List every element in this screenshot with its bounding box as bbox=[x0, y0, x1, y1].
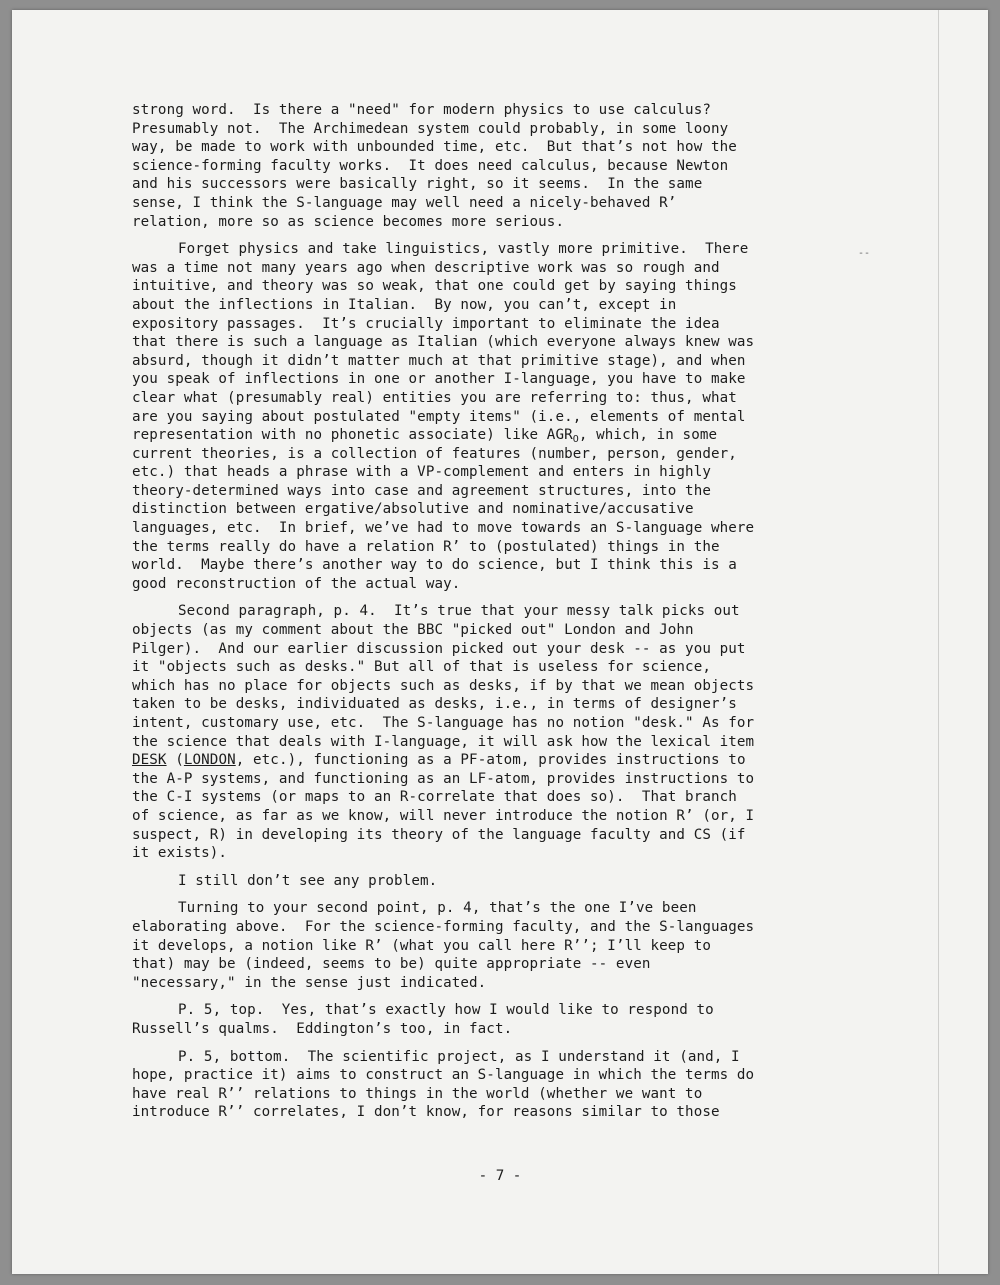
text-line: Russell’s qualms. Eddington’s too, in fact. bbox=[132, 1020, 513, 1037]
text-line: and his successors were basically right, so it seems. In the same bbox=[132, 176, 703, 193]
text-line: objects (as my comment about the BBC "picked out" London and John bbox=[132, 622, 694, 639]
text-line: distinction between ergative/absolutive and nominative/accusative bbox=[132, 501, 694, 518]
text-line: that there is such a language as Italian (which everyone always knew was bbox=[132, 334, 755, 351]
text-line: suspect, R) in developing its theory of the language faculty and CS (if bbox=[132, 826, 746, 843]
text-line: strong word. Is there a "need" for modern physics to use calculus? bbox=[132, 102, 711, 118]
text-line: Forget physics and take linguistics, vastly more primitive. There bbox=[178, 241, 749, 258]
text-line: world. Maybe there’s another way to do science, but I think this is a bbox=[132, 557, 737, 574]
text-line: absurd, though it didn’t matter much at that primitive stage), and when bbox=[132, 352, 746, 369]
text-line: theory-determined ways into case and agreement structures, into the bbox=[132, 482, 711, 499]
text-line: clear what (presumably real) entities you are referring to: thus, what bbox=[132, 389, 737, 406]
text-line: DESK (LONDON, etc.), functioning as a PF-atom, provides instructions to bbox=[132, 752, 746, 769]
underlined-london: LONDON bbox=[183, 752, 236, 769]
text-line: way, be made to work with unbounded time, etc. But that’s not how the bbox=[132, 139, 737, 156]
text-line: have real R’’ relations to things in the world (whether we want to bbox=[132, 1085, 703, 1102]
paragraph bbox=[132, 602, 822, 862]
text-line: sense, I think the S-language may well need a nicely-behaved R’ bbox=[132, 194, 677, 211]
text-line: it develops, a notion like R’ (what you call here R’’; I’ll keep to bbox=[132, 937, 711, 954]
text-line: representation with no phonetic associate) like $AGR_O$, which, in some bbox=[132, 427, 718, 446]
text-line: are you saying about postulated "empty items" (i.e., elements of mental bbox=[132, 408, 746, 425]
paragraph-gap bbox=[132, 863, 822, 872]
text-line: the C-I systems (or maps to an R-correlate that does so). That branch bbox=[132, 789, 737, 806]
text-line: elaborating above. For the science-forming faculty, and the S-languages bbox=[132, 918, 755, 935]
text-line: the science that deals with I-language, it will ask how the lexical item bbox=[132, 733, 755, 750]
letter-body bbox=[132, 101, 822, 1122]
text-line: I still don’t see any problem. bbox=[178, 872, 438, 889]
paragraph-gap bbox=[132, 593, 822, 602]
text-line: science-forming faculty works. It does need calculus, because Newton bbox=[132, 157, 729, 174]
page-edge-line bbox=[938, 10, 939, 1274]
paragraph-gap bbox=[132, 890, 822, 899]
text-line: languages, etc. In brief, we’ve had to move towards an S-language where bbox=[132, 520, 755, 537]
text-line: Presumably not. The Archimedean system could probably, in some loony bbox=[132, 120, 729, 137]
paragraph-gap bbox=[132, 231, 822, 240]
text-line: hope, practice it) aims to construct an S-language in which the terms do bbox=[132, 1067, 755, 1084]
text-line: intuitive, and theory was so weak, that one could get by saying things bbox=[132, 278, 737, 295]
paragraph bbox=[132, 101, 822, 231]
text-line: about the inflections in Italian. By now, you can’t, except in bbox=[132, 296, 677, 313]
text-line: which has no place for objects such as desks, if by that we mean objects bbox=[132, 677, 755, 694]
text-line: expository passages. It’s crucially important to eliminate the idea bbox=[132, 315, 720, 332]
text-line: the terms really do have a relation R’ to (postulated) things in the bbox=[132, 538, 720, 555]
text-line: "necessary," in the sense just indicated. bbox=[132, 974, 487, 991]
page-number: - 7 - bbox=[478, 1168, 522, 1184]
text-line: current theories, is a collection of features (number, person, gender, bbox=[132, 445, 737, 462]
text-line: Turning to your second point, p. 4, that’s the one I’ve been bbox=[178, 900, 697, 917]
text-line: P. 5, bottom. The scientific project, as I understand it (and, I bbox=[178, 1048, 740, 1065]
text-line: good reconstruction of the actual way. bbox=[132, 575, 461, 592]
text-line: Second paragraph, p. 4. It’s true that your messy talk picks out bbox=[178, 603, 740, 620]
text-line: intent, customary use, etc. The S-language has no notion "desk." As for bbox=[132, 715, 755, 731]
paragraph bbox=[132, 899, 822, 992]
paragraph bbox=[132, 872, 822, 891]
paragraph bbox=[132, 240, 822, 593]
text-line: you speak of inflections in one or another I-language, you have to make bbox=[132, 371, 746, 388]
text-line: was a time not many years ago when descriptive work was so rough and bbox=[132, 259, 720, 276]
text-line: relation, more so as science becomes more serious. bbox=[132, 213, 565, 230]
text-line: the A-P systems, and functioning as an LF-atom, provides instructions to bbox=[132, 770, 755, 787]
text-line: of science, as far as we know, will never introduce the notion R’ (or, I bbox=[132, 807, 755, 824]
text-line: introduce R’’ correlates, I don’t know, for reasons similar to those bbox=[132, 1104, 720, 1121]
text-line: Pilger). And our earlier discussion picked out your desk -- as you put bbox=[132, 640, 746, 657]
text-line: it "objects such as desks." But all of that is useless for science, bbox=[132, 659, 711, 676]
text-line: P. 5, top. Yes, that’s exactly how I would like to respond to bbox=[178, 1002, 714, 1019]
text-line: taken to be desks, individuated as desks, i.e., in terms of designer’s bbox=[132, 696, 737, 713]
paragraph-gap bbox=[132, 1039, 822, 1048]
paragraph bbox=[132, 1048, 822, 1122]
agr-subscript: O bbox=[572, 434, 579, 446]
margin-mark: -- bbox=[858, 248, 871, 259]
paragraph bbox=[132, 1001, 822, 1038]
underlined-desk: DESK bbox=[132, 752, 167, 769]
paragraph-gap bbox=[132, 992, 822, 1001]
text-line: that) may be (indeed, seems to be) quite appropriate -- even bbox=[132, 956, 651, 973]
text-line: it exists). bbox=[132, 845, 228, 862]
text-line: etc.) that heads a phrase with a VP-complement and enters in highly bbox=[132, 464, 711, 481]
